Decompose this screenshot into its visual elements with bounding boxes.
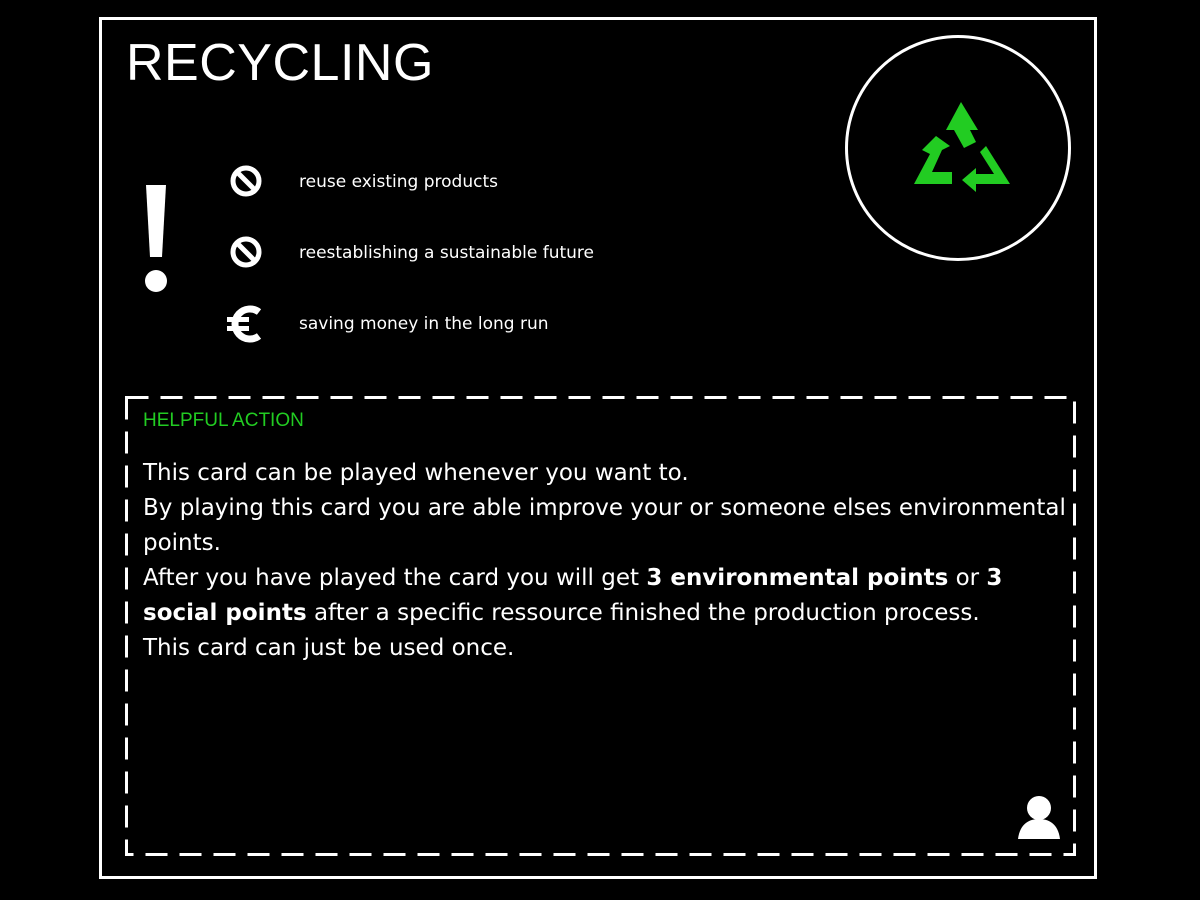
social-points: 3 social points bbox=[143, 565, 1003, 626]
action-line: This card can just be used once. bbox=[143, 635, 515, 661]
recycle-icon bbox=[906, 96, 1016, 206]
action-line: After you have played the card you will get 3 environmental points or 3 social points after a specific ressource finished the production process. bbox=[143, 565, 1003, 626]
action-line: By playing this card you are able improve your or someone elses environmental points. bbox=[143, 495, 1066, 556]
prohibited-icon bbox=[225, 233, 265, 273]
action-description bbox=[143, 456, 1073, 666]
environmental-points: 3 environmental points bbox=[646, 565, 949, 591]
exclamation-icon bbox=[138, 185, 174, 295]
feature-item bbox=[225, 304, 725, 344]
feature-text: saving money in the long run bbox=[299, 314, 549, 334]
action-label: HELPFUL ACTION bbox=[143, 410, 304, 431]
feature-item bbox=[225, 162, 725, 202]
person-icon bbox=[1016, 795, 1062, 839]
euro-icon bbox=[225, 304, 265, 344]
action-panel bbox=[125, 396, 1076, 856]
feature-text: reestablishing a sustainable future bbox=[299, 243, 594, 263]
card-title: RECYCLING bbox=[126, 34, 434, 92]
logo-badge bbox=[845, 35, 1071, 261]
prohibited-icon bbox=[225, 162, 265, 202]
action-line: This card can be played whenever you want to. bbox=[143, 460, 689, 486]
feature-item bbox=[225, 233, 725, 273]
feature-text: reuse existing products bbox=[299, 172, 498, 192]
